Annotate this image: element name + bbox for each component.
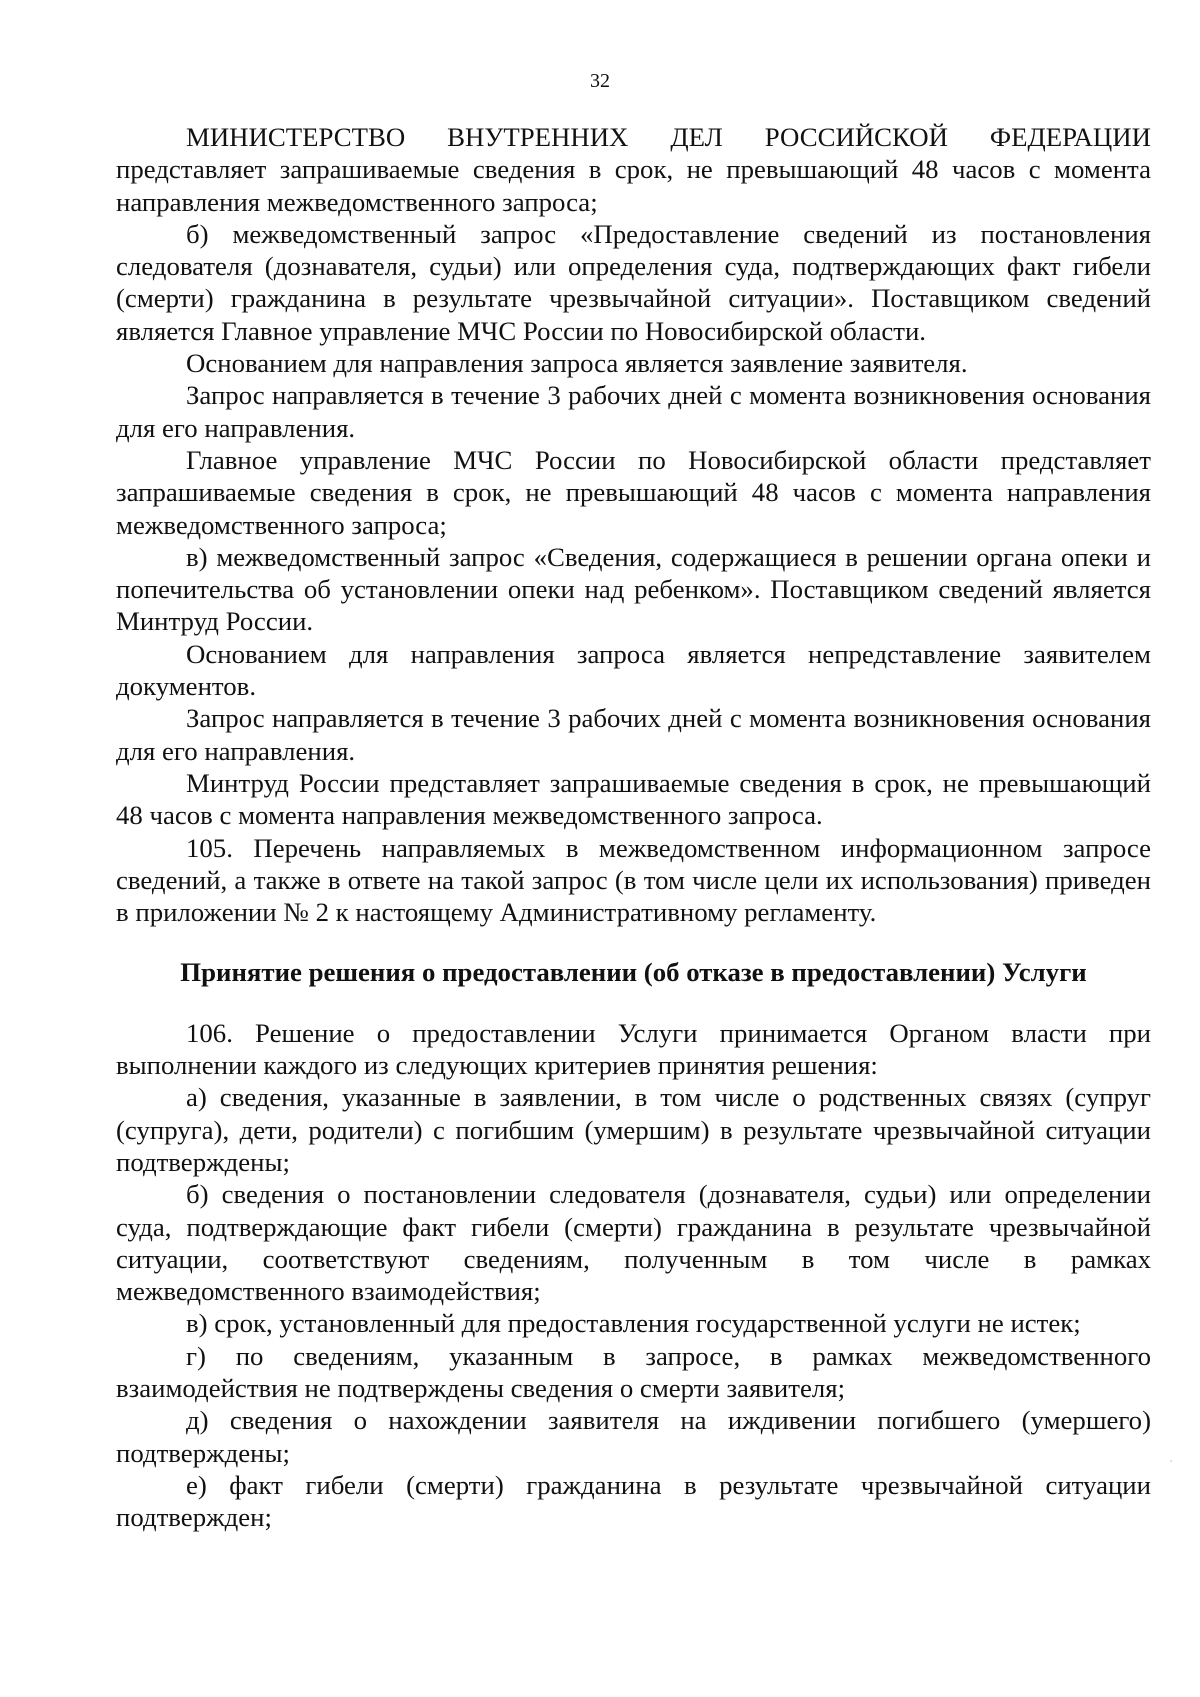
criterion-g: г) по сведениям, указанным в запросе, в рамках межведомственного взаимодействия не подтверждены сведения о смерти заявителя; <box>116 1340 1151 1403</box>
scan-speck <box>1170 1460 1172 1462</box>
paragraph-response-b: Главное управление МЧС России по Новосибирской области представляет запрашиваемые сведения в срок, не превышающий 48 часов с момента направления межведомственного запроса; <box>116 444 1151 540</box>
criterion-a: а) сведения, указанные в заявлении, в том числе о родственных связях (супруг (супруга), дети, родители) с погибшим (умершим) в результате чрезвычайной ситуации подтверждены; <box>116 1082 1151 1177</box>
paragraph-106: 106. Решение о предоставлении Услуги принимается Органом власти при выполнении каждого из следующих критериев принятия решения: <box>116 1017 1151 1081</box>
criterion-d: д) сведения о нахождении заявителя на иждивении погибшего (умершего) подтверждены; <box>116 1405 1151 1468</box>
document-body <box>116 121 1151 1533</box>
paragraph-ministry-response: МИНИСТЕРСТВО ВНУТРЕННИХ ДЕЛ РОССИЙСКОЙ ФЕДЕРАЦИИ представляет запрашиваемые сведения в срок, не превышающий 48 часов с момента направления межведомственного запроса; <box>116 122 1151 217</box>
criterion-v: в) срок, установленный для предоставления государственной услуги не истек; <box>186 1308 1081 1339</box>
paragraph-basis-b: Основанием для направления запроса является заявление заявителя. <box>186 348 968 379</box>
page-number: 32 <box>590 70 610 92</box>
paragraph-request-v: в) межведомственный запрос «Сведения, содержащиеся в решении органа опеки и попечительства об установлении опеки над ребенком». Поставщиком сведений является Минтруд России. <box>116 541 1151 637</box>
paragraph-basis-v: Основанием для направления запроса является непредставление заявителем документов. <box>116 638 1151 702</box>
paragraph-response-v: Минтруд России представляет запрашиваемые сведения в срок, не превышающий 48 часов с момента направления межведомственного запроса. <box>116 767 1151 831</box>
criterion-b: б) сведения о постановлении следователя (дознавателя, судьи) или определении суда, подтверждающие факт гибели (смерти) гражданина в результате чрезвычайной ситуации, соответствуют сведениям, полученным в том числе в рамках межведомственного взаимодействия; <box>116 1179 1151 1307</box>
paragraph-deadline-b: Запрос направляется в течение 3 рабочих дней с момента возникновения основания для его направления. <box>116 380 1151 443</box>
paragraph-105: 105. Перечень направляемых в межведомственном информационном запросе сведений, а также в ответе на такой запрос (в том числе цели их использования) приведен в приложении № 2 к настоящему Административному регламенту. <box>116 832 1151 928</box>
section-heading: Принятие решения о предоставлении (об отказе в предоставлении) Услуги <box>180 957 1087 988</box>
paragraph-deadline-v: Запрос направляется в течение 3 рабочих дней с момента возникновения основания для его направления. <box>116 703 1151 766</box>
criterion-e: е) факт гибели (смерти) гражданина в результате чрезвычайной ситуации подтвержден; <box>116 1469 1151 1533</box>
paragraph-request-b: б) межведомственный запрос «Предоставление сведений из постановления следователя (дознавателя, судьи) или определения суда, подтверждающих факт гибели (смерти) гражданина в результате чрезвычайной ситуации». Поставщиком сведений является Главное управление МЧС России по Новосибирской области. <box>116 218 1151 346</box>
